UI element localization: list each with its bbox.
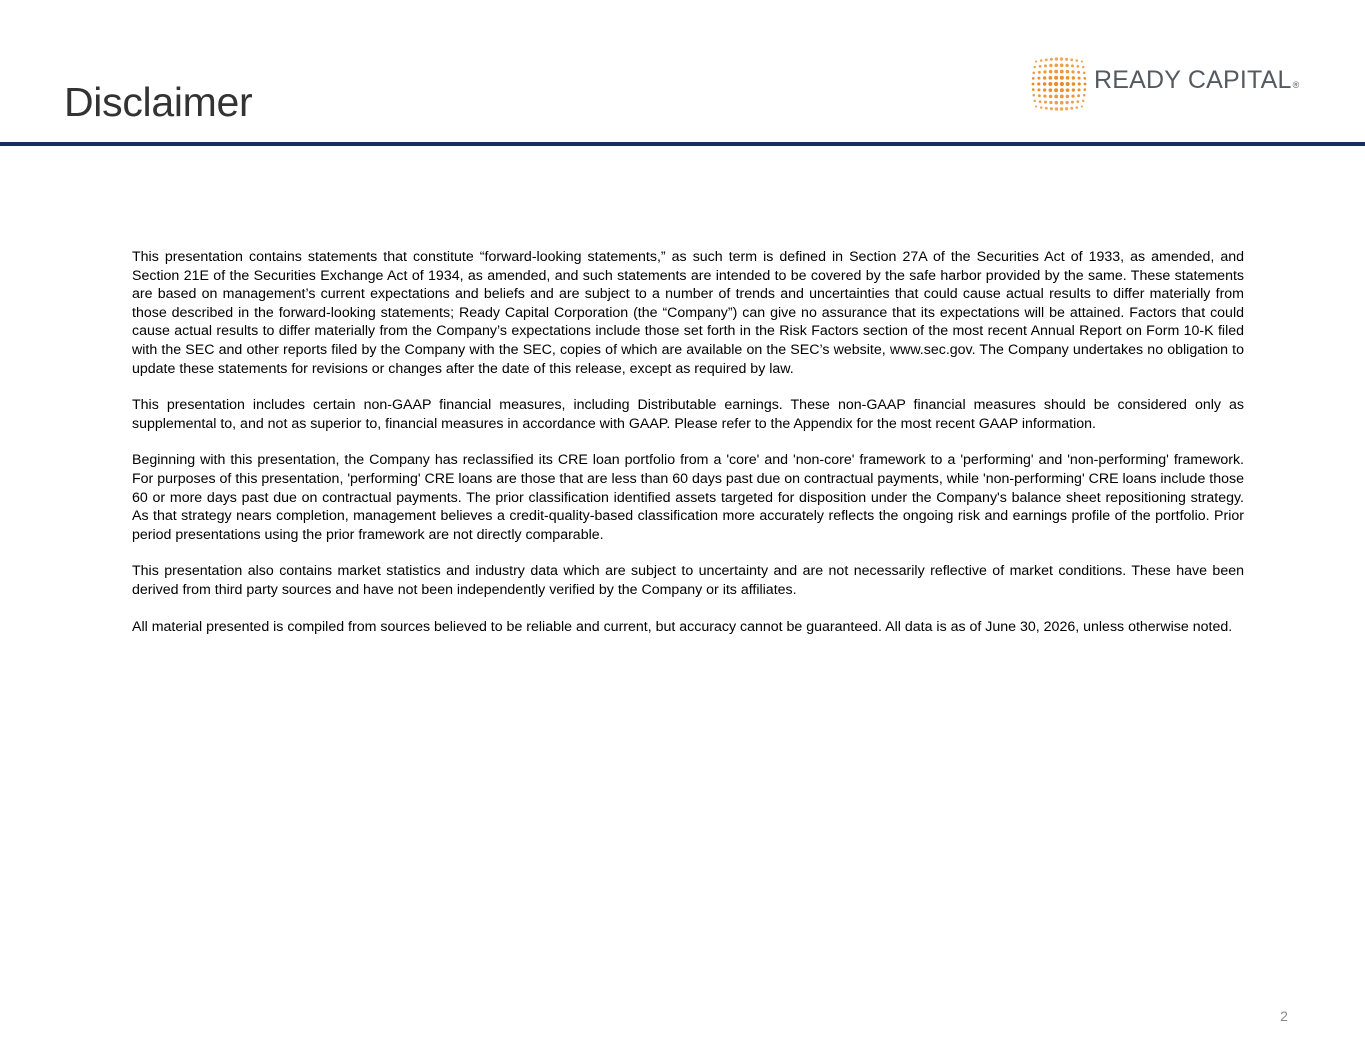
logo-dot [1049,88,1053,92]
logo-dot [1077,94,1080,97]
logo-dot [1060,101,1064,105]
page-title: Disclaimer [64,79,253,125]
logo-dot [1066,76,1070,80]
logo-dot [1072,82,1076,86]
logo-dot [1078,88,1081,91]
logo-dot [1066,82,1070,86]
paragraph-market-statistics: This presentation also contains market statistics and industry data which are subject to uncertainty and are not necessarily reflective of market conditions. These have been derived from third party sources and have not been independently verified by the Company or its affiliates. [132,563,1244,598]
logo-dot [1060,70,1064,74]
logo-dot [1049,64,1052,67]
logo-dot [1060,107,1063,110]
logo-dot [1066,95,1070,99]
logo-dot [1032,88,1035,91]
logo-dot [1049,101,1052,104]
logo-wordmark [1094,65,1299,100]
logo-dot [1033,71,1036,74]
logo-dot [1060,57,1063,60]
logo-dot [1076,59,1079,62]
logo-dot [1050,58,1053,61]
logo-dot [1034,100,1036,102]
logo-dot [1043,88,1046,91]
logo-dot [1065,107,1068,110]
logo-dot [1040,59,1043,62]
logo-dot [1060,95,1064,99]
logo-dot [1048,82,1052,86]
logo-dot [1078,77,1081,80]
logo-dot [1083,71,1086,74]
logo-dot [1054,70,1058,74]
logo-dot [1038,71,1041,74]
logo-dot [1039,100,1042,103]
logo-text: READY CAPITAL [1094,65,1292,94]
logo-dot [1072,76,1075,79]
logo-dot [1033,94,1036,97]
logo-dot [1044,101,1047,104]
disclaimer-body [132,248,1244,654]
company-logo [1028,54,1299,114]
logo-dot [1032,77,1035,80]
logo-dot [1040,106,1043,109]
logo-dot [1077,71,1080,74]
logo-dot [1043,95,1046,98]
logo-dot [1065,64,1068,67]
logo-dot [1043,76,1046,79]
logo-dot [1065,58,1068,61]
logo-dot [1071,70,1074,73]
paragraph-forward-looking: This presentation contains statements that constitute “forward-looking statements,” as such term is defined in Section 27A of the Securities Act of 1933, as amended, and Section 21E of the Securities Exchange Act of 1934, as amended, and such statements are intended to be covered by the safe harbor provided by the same. These statements are based on management’s current expectations and beliefs and are subject to a number of trends and uncertainties that could cause actual results to differ materially from those described in the forward-looking statements; Ready Capital Corporation (the “Company”) can give no assurance that its expectations will be attained. Factors that could cause actual results to differ materially from the Company’s expectations include those set forth in the Risk Factors section of the most recent Annual Report on Form 10-K filed with the SEC and other reports filed by the Company with the SEC, copies of which are available on the SEC’s website, www.sec.gov. The Company undertakes no obligation to update these statements for revisions or changes after the date of this release, except as required by law. [132,249,1244,377]
title-divider [0,142,1365,146]
logo-dot [1049,70,1053,74]
logo-dot [1071,101,1074,104]
logo-dot [1083,88,1086,91]
logo-dot [1065,101,1068,104]
logo-dot [1054,63,1058,67]
logo-dot [1037,82,1040,85]
logo-dot [1077,65,1080,68]
logo-dot [1071,64,1074,67]
paragraph-non-gaap: This presentation includes certain non-GAAP financial measures, including Distributable earnings. These non-GAAP financial measures should be considered only as supplemental to, and not as superior to, financial measures in accordance with GAAP. Please refer to the Appendix for the most recent GAAP information. [132,397,1244,432]
logo-dot [1054,95,1058,99]
logo-dot [1077,100,1080,103]
logo-dot [1082,100,1084,102]
logo-dot [1060,88,1064,92]
logo-dot [1050,107,1053,110]
logo-dot [1054,76,1058,80]
logo-dot [1043,70,1046,73]
logo-dot [1043,82,1047,86]
logo-dot [1037,77,1040,80]
logo-dot [1034,66,1036,68]
logo-dot [1035,60,1037,62]
logo-dot [1060,63,1064,67]
logo-dot [1054,88,1058,92]
logo-dot [1060,76,1064,80]
logo-dot [1037,88,1040,91]
logo-dot [1082,66,1084,68]
logo-dot [1083,94,1086,97]
paragraph-data-accuracy: All material presented is compiled from sources believed to be reliable and current, but accuracy cannot be guaranteed. All data is as of June 30, 2026, unless otherwise noted. [132,618,1233,635]
logo-dot [1039,65,1042,68]
logo-dot [1054,101,1058,105]
logo-dot [1038,94,1041,97]
logo-dot [1070,107,1073,110]
page-number: 2 [1280,1008,1288,1024]
logo-dot [1066,70,1070,74]
registered-mark: ® [1292,79,1300,90]
logo-dot [1045,58,1048,61]
logo-dot [1081,105,1083,107]
logo-dot [1044,64,1047,67]
logo-dot [1032,83,1035,86]
logo-dot [1070,58,1073,61]
logo-dot [1049,76,1053,80]
logo-dot [1081,60,1083,62]
logo-dot [1054,82,1058,86]
logo-dot [1055,57,1058,60]
logo-dot [1055,107,1058,110]
logo-dot [1066,88,1070,92]
logo-dot [1045,107,1048,110]
logo-dot [1071,95,1074,98]
logo-dot [1076,106,1079,109]
logo-dot [1083,77,1086,80]
logo-dot [1049,95,1053,99]
logo-dot [1078,82,1081,85]
logo-dot [1035,105,1037,107]
logo-dot [1060,82,1064,86]
dot-grid-logo-icon [1028,54,1090,114]
logo-dot [1072,88,1075,91]
paragraph-reclassification: Beginning with this presentation, the Company has reclassified its CRE loan portfolio from a 'core' and 'non-core' framework to a 'performing' and 'non-performing' framework. For purposes of this presentation, 'performing' CRE loans are those that are less than 60 days past due on contractual payments, while 'non-performing' CRE loans include those 60 or more days past due on contractual payments. The prior classification identified assets targeted for disposition under the Company's balance sheet repositioning strategy. As that strategy nears completion, management believes a credit-quality-based classification more accurately reflects the ongoing risk and earnings profile of the portfolio. Prior period presentations using the prior framework are not directly comparable. [132,452,1244,543]
logo-dot [1084,83,1087,86]
